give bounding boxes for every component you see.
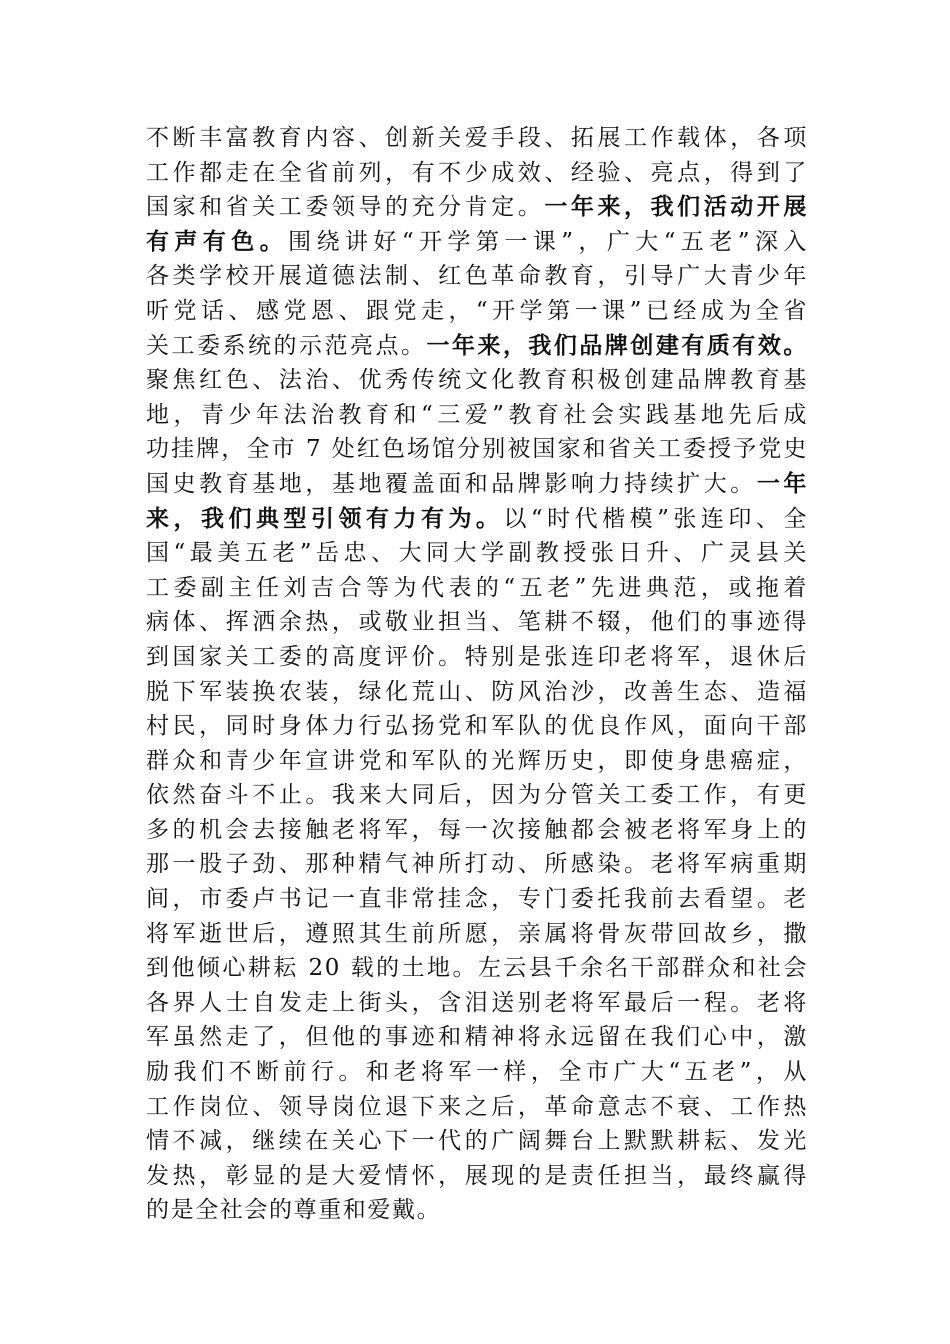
text-run: 听党话、感党恩、跟党走，“开学第一课”已经成为全省 xyxy=(146,297,808,324)
text-line xyxy=(146,1055,808,1090)
text-line xyxy=(146,502,808,537)
bold-text-run: 一年来，我们品牌创建有质有效。 xyxy=(426,331,808,359)
text-line xyxy=(146,847,808,882)
text-line xyxy=(146,329,808,364)
text-run: 不断丰富教育内容、创新关爱手段、拓展工作载体，各项 xyxy=(146,125,808,151)
text-run: 围绕讲好“开学第一课”，广大“五老”深入 xyxy=(288,228,809,255)
text-run: 村民，同时身体力行弘扬党和军队的优良作风，面向干部 xyxy=(146,713,808,740)
text-run: 发热，彰显的是大爱情怀，展现的是责任担当，最终赢得 xyxy=(146,1162,808,1189)
text-line xyxy=(146,225,808,260)
text-line xyxy=(146,640,808,675)
text-line xyxy=(146,917,808,952)
text-run: 功挂牌，全市 7 处红色场馆分别被国家和省关工委授予党史 xyxy=(146,436,808,463)
text-run: 国“最美五老”岳忠、大同大学副教授张日升、广灵县关 xyxy=(146,540,808,567)
text-run: 情不减，继续在关心下一代的广阔舞台上默默耕耘、发光 xyxy=(146,1128,808,1155)
text-run: 到他倾心耕耘 20 载的土地。左云县千余名干部群众和社会 xyxy=(146,955,808,982)
bold-text-run: 有声有色。 xyxy=(146,227,289,255)
text-line xyxy=(146,156,808,191)
text-line xyxy=(146,744,808,779)
text-run: 工委副主任刘吉合等为代表的“五老”先进典范，或拖着 xyxy=(146,574,808,601)
bold-text-run: 一年来，我们活动开展 xyxy=(544,193,808,221)
text-run: 聚焦红色、法治、优秀传统文化教育积极创建品牌教育基 xyxy=(146,367,808,394)
text-run: 地，青少年法治教育和“三爱”教育社会实践基地先后成 xyxy=(146,401,808,428)
text-line xyxy=(146,1020,808,1055)
text-line xyxy=(146,571,808,606)
text-run: 国家和省关工委领导的充分肯定。 xyxy=(146,194,545,221)
text-run: 关工委系统的示范亮点。 xyxy=(146,332,427,359)
text-line xyxy=(146,536,808,571)
text-run: 励我们不断前行。和老将军一样，全市广大“五老”，从 xyxy=(146,1059,808,1086)
text-line xyxy=(146,363,808,398)
text-run: 各界人士自发走上街头，含泪送别老将军最后一程。老将 xyxy=(146,989,808,1016)
text-line xyxy=(146,813,808,848)
text-line xyxy=(146,1193,808,1228)
text-run: 依然奋斗不止。我来大同后，因为分管关工委工作，有更 xyxy=(146,782,808,809)
text-run: 到国家关工委的高度评价。特别是张连印老将军，退休后 xyxy=(146,643,808,670)
text-run: 病体、挥洒余热，或敬业担当、笔耕不辍，他们的事迹得 xyxy=(146,609,808,636)
text-line xyxy=(146,675,808,710)
bold-text-run: 来，我们典型引领有力有为。 xyxy=(146,504,504,532)
text-run: 群众和青少年宣讲党和军队的光辉历史，即使身患癌症， xyxy=(146,747,808,774)
text-line xyxy=(146,398,808,433)
text-line xyxy=(146,709,808,744)
text-line xyxy=(146,190,808,225)
text-run: 那一股子劲、那种精气神所打动、所感染。老将军病重期 xyxy=(146,851,808,878)
text-run: 工作都走在全省前列，有不少成效、经验、亮点，得到了 xyxy=(146,159,808,186)
text-run: 多的机会去接触老将军，每一次接触都会被老将军身上的 xyxy=(146,816,808,843)
text-run: 以“时代楷模”张连印、全 xyxy=(503,505,808,532)
bold-text-run: 一年 xyxy=(756,469,808,497)
text-line xyxy=(146,467,808,502)
text-run: 的是全社会的尊重和爱戴。 xyxy=(146,1197,442,1224)
text-line xyxy=(146,951,808,986)
text-run: 国史教育基地，基地覆盖面和品牌影响力持续扩大。 xyxy=(146,470,757,497)
text-line xyxy=(146,1124,808,1159)
text-line xyxy=(146,986,808,1021)
text-line xyxy=(146,259,808,294)
text-line xyxy=(146,432,808,467)
text-run: 将军逝世后，遵照其生前所愿，亲属将骨灰带回故乡，撒 xyxy=(146,920,808,947)
text-run: 工作岗位、领导岗位退下来之后，革命意志不衰、工作热 xyxy=(146,1093,808,1120)
text-line xyxy=(146,882,808,917)
body-paragraph xyxy=(146,121,808,1228)
text-line xyxy=(146,1090,808,1125)
text-run: 军虽然走了，但他的事迹和精神将永远留在我们心中，激 xyxy=(146,1024,808,1051)
text-line xyxy=(146,778,808,813)
text-line xyxy=(146,294,808,329)
text-run: 间，市委卢书记一直非常挂念，专门委托我前去看望。老 xyxy=(146,886,808,913)
text-line xyxy=(146,1159,808,1194)
text-line xyxy=(146,605,808,640)
text-run: 各类学校开展道德法制、红色革命教育，引导广大青少年 xyxy=(146,263,808,290)
text-run: 脱下军装换农装，绿化荒山、防风治沙，改善生态、造福 xyxy=(146,678,808,705)
text-line xyxy=(146,121,808,156)
